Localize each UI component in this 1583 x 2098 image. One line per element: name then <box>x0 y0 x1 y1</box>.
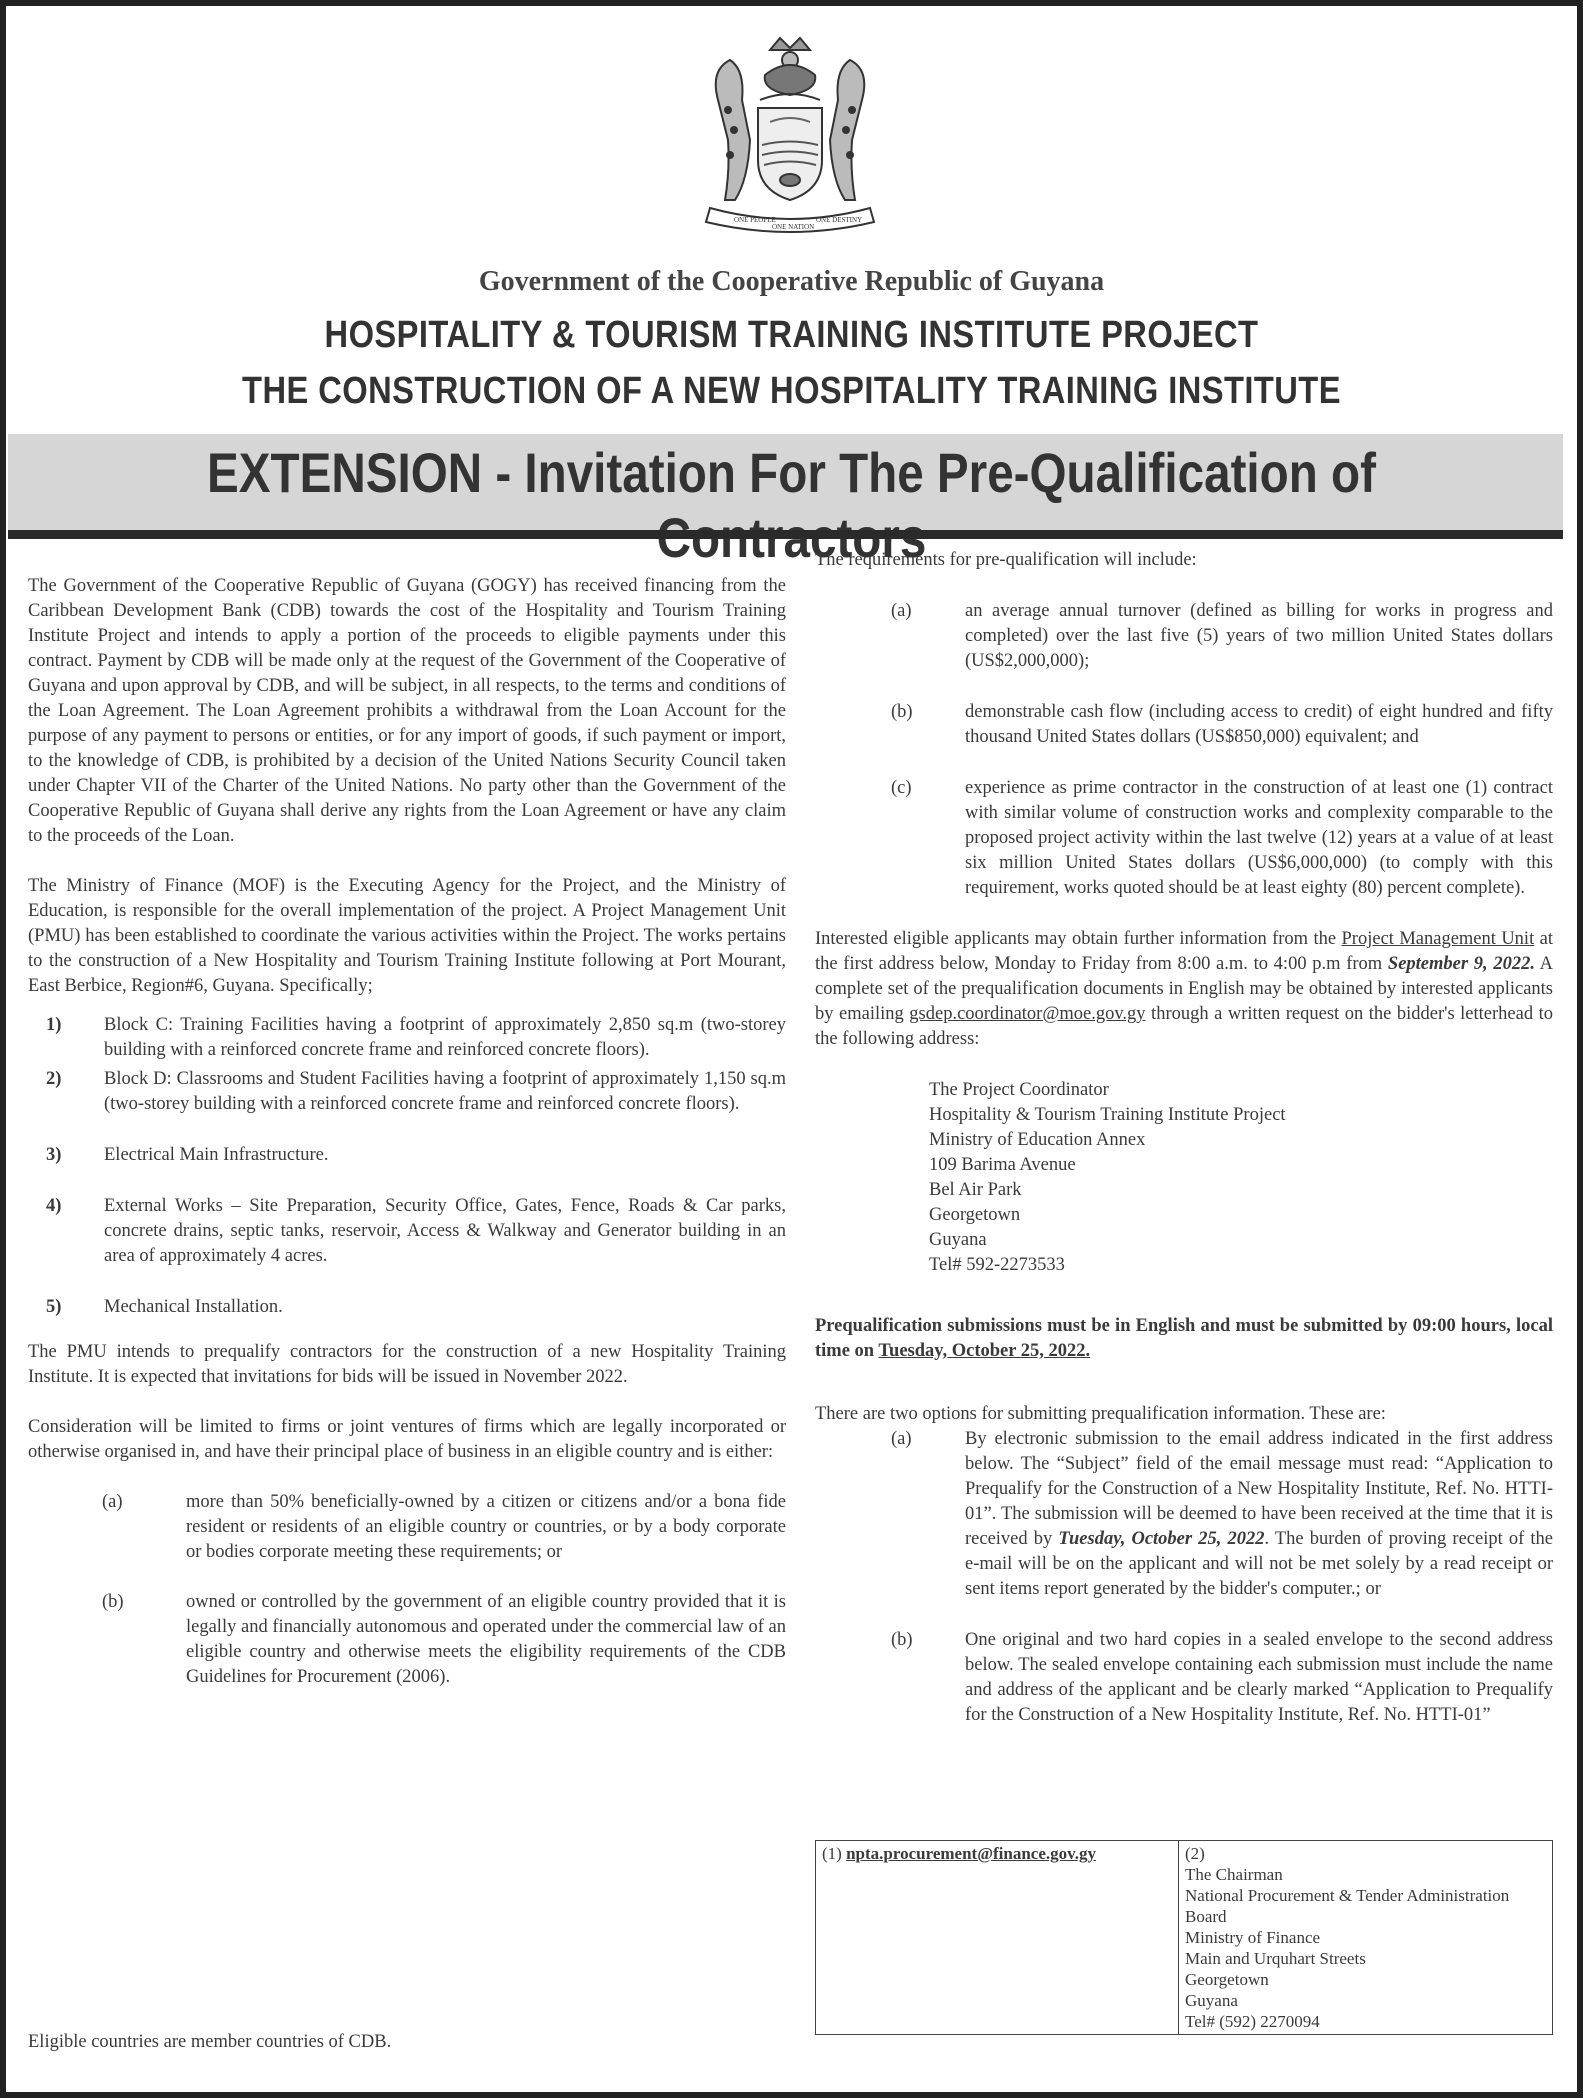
option-date: Tuesday, October 25, 2022 <box>1058 1529 1265 1549</box>
list-text: more than 50% beneficially-owned by a citizen or citizens and/or a bona fide resident or residents of an eligible country or countries, or by a body corporate or bodies corporate meeting these requirements; or <box>186 1492 786 1562</box>
requirements-intro: The requirements for pre-qualification will include: <box>815 550 1197 570</box>
list-item <box>28 1295 786 1320</box>
info-date: September 9, 2022. <box>1387 954 1535 974</box>
options-intro: There are two options for submitting prequalification information. These are: <box>815 1404 1386 1424</box>
pmu-link[interactable]: Project Management Unit <box>1341 929 1535 949</box>
list-item <box>28 1143 786 1168</box>
list-item <box>815 700 1553 750</box>
list-letter: (c) <box>891 778 912 798</box>
project-title: HOSPITALITY & TOURISM TRAINING INSTITUTE PROJECT <box>324 314 1259 356</box>
first-address-cell <box>816 1841 1179 2035</box>
info-text: Interested eligible applicants may obtain further information from the <box>815 929 1342 949</box>
right-column <box>815 548 1553 1728</box>
list-letter: (b) <box>102 1592 124 1612</box>
list-item <box>815 776 1553 901</box>
svg-text:ONE NATION: ONE NATION <box>772 223 815 231</box>
list-item <box>815 1427 1553 1602</box>
list-number: 5) <box>46 1297 62 1317</box>
list-letter: (a) <box>891 601 912 621</box>
address-line: Tel# 592-2273533 <box>929 1255 1065 1275</box>
info-paragraph <box>815 927 1553 1052</box>
procurement-email-link[interactable]: npta.procurement@finance.gov.gy <box>846 1844 1096 1863</box>
list-item <box>28 1013 786 1063</box>
address-line: National Procurement & Tender Administration Board <box>1185 1886 1510 1926</box>
option-text: . The burden of proving receipt of the e-mail will be on the applicant and will not be met solely by a read receipt or sent items report generated by the bidder's computer.; or <box>965 1529 1553 1599</box>
list-text: demonstrable cash flow (including access to credit) of eight hundred and fifty thousand United States dollars (US$850,000) equivalent; and <box>965 702 1553 747</box>
list-item <box>28 1590 786 1690</box>
list-number: 3) <box>46 1145 62 1165</box>
option-text: By electronic submission to the email address indicated in the first address below. The “Subject” field of the email message must read: “Application to Prequalify for the Construction of a New Hospitality Institute, Ref. No. HTTI-01”. The submission will be deemed to have been received at the time that it is received by <box>965 1429 1553 1549</box>
list-text: Electrical Main Infrastructure. <box>104 1145 329 1165</box>
address-line: Georgetown <box>1185 1970 1269 1989</box>
list-text: experience as prime contractor in the construction of at least one (1) contract with similar volume of construction works and complexity comparable to the proposed project activity within the last twelve (12) years at a value of at least six million United States dollars (US$6,000,000) (to comply with this requirement, works quoted should be at least eighty (80) percent complete). <box>965 778 1553 898</box>
address-line: Georgetown <box>929 1205 1021 1225</box>
project-subtitle: THE CONSTRUCTION OF A NEW HOSPITALITY TRAINING INSTITUTE <box>242 370 1341 412</box>
list-item <box>28 1194 786 1269</box>
address-line: 109 Barima Avenue <box>929 1155 1076 1175</box>
submission-addresses-table <box>815 1840 1553 2035</box>
list-number: 2) <box>46 1069 62 1089</box>
info-text: A complete set of the prequalification documents in English may be obtained by interested applicants by emailing <box>815 954 1554 1024</box>
address-line: Guyana <box>929 1230 987 1250</box>
list-item <box>815 1628 1553 1728</box>
list-letter: (a) <box>102 1492 123 1512</box>
address-line: The Project Coordinator <box>929 1080 1109 1100</box>
second-address-cell <box>1179 1841 1553 2035</box>
address-line: Main and Urquhart Streets <box>1185 1949 1366 1968</box>
list-number: 1) <box>46 1015 62 1035</box>
list-number: 4) <box>46 1196 62 1216</box>
list-text <box>965 1427 1553 1602</box>
works-list <box>28 1013 786 1320</box>
list-text: Block D: Classrooms and Student Facilities having a footprint of approximately 1,150 sq.m (two-storey building with a reinforced concrete frame and reinforced concrete floors). <box>104 1069 786 1114</box>
coat-of-arms-seal <box>690 30 890 240</box>
address-line: Ministry of Finance <box>1185 1928 1321 1947</box>
list-text: Block C: Training Facilities having a footprint of approximately 2,850 sq.m (two-storey building with a reinforced concrete frame and reinforced concrete floors). <box>104 1015 786 1060</box>
address-number: (1) <box>822 1844 847 1863</box>
eligible-countries-note: Eligible countries are member countries of CDB. <box>28 2032 392 2052</box>
svg-text:ONE PEOPLE: ONE PEOPLE <box>734 216 776 224</box>
list-item <box>28 1490 786 1565</box>
title-rule <box>8 530 1563 539</box>
coordinator-address <box>929 1078 1553 1278</box>
address-line: Ministry of Education Annex <box>929 1130 1146 1150</box>
list-text: owned or controlled by the government of an eligible country provided that it is legally and financially autonomous and operated under the commercial law of an eligible country and otherwise meets the eligibility requirements of the CDB Guidelines for Procurement (2006). <box>186 1592 786 1687</box>
address-line: Hospitality & Tourism Training Institute Project <box>929 1105 1286 1125</box>
deadline-text: Prequalification submissions must be in English and must be submitted by 09:00 hours, local time on <box>815 1316 1553 1361</box>
table-row <box>816 1841 1553 2035</box>
list-text: an average annual turnover (defined as billing for works in progress and completed) over the last five (5) years of two million United States dollars (US$2,000,000); <box>965 601 1553 671</box>
financing-paragraph: The Government of the Cooperative Republic of Guyana (GOGY) has received financing from the Caribbean Development Bank (CDB) towards the cost of the Hospitality and Tourism Training Institute Project and intends to apply a portion of the proceeds to eligible payments under this contract. Payment by CDB will be made only at the request of the Government of the Cooperative of Guyana and upon approval by CDB, and will be subject, in all respects, to the terms and conditions of the Loan Agreement. The Loan Agreement prohibits a withdrawal from the Loan Account for the purpose of any payment to persons or entities, or for any import of goods, if such payment or import, to the knowledge of CDB, is prohibited by a decision of the United Nations Security Council taken under Chapter VII of the Charter of the United Nations. No party other than the Government of the Cooperative Republic of Guyana shall derive any rights from the Loan Agreement or have any claim to the proceeds of the Loan. <box>28 576 786 846</box>
list-item <box>815 599 1553 674</box>
address-line: Bel Air Park <box>929 1180 1022 1200</box>
list-letter: (b) <box>891 702 913 722</box>
list-item <box>28 1067 786 1117</box>
executing-agency-paragraph: The Ministry of Finance (MOF) is the Executing Agency for the Project, and the Ministry of Education, is responsible for the overall implementation of the project. A Project Management Unit (PMU) has been established to coordinate the various activities within the Project. The works pertains to the construction of a New Hospitality and Tourism Training Institute following at Port Mourant, East Berbice, Region#6, Guyana. Specifically; <box>28 876 786 996</box>
info-text: through a written request on the bidder's letterhead to the following address: <box>815 1004 1554 1049</box>
government-heading: Government of the Cooperative Republic of Guyana <box>478 266 1105 297</box>
deadline-date: Tuesday, October 25, 2022. <box>878 1341 1091 1361</box>
list-text: External Works – Site Preparation, Security Office, Gates, Fence, Roads & Car parks, concrete drains, septic tanks, reservoir, Access & Walkway and Generator building in an area of approximately 4 acres. <box>104 1196 786 1266</box>
info-text: at the first address below, Monday to Friday from 8:00 a.m. to 4:00 p.m from <box>815 929 1553 974</box>
coordinator-email-link[interactable]: gsdep.coordinator@moe.gov.gy <box>909 1004 1146 1024</box>
deadline-paragraph <box>815 1314 1553 1364</box>
address-line: Guyana <box>1185 1991 1238 2010</box>
address-line: (2) <box>1185 1844 1205 1863</box>
svg-text:ONE DESTINY: ONE DESTINY <box>816 216 863 224</box>
list-letter: (b) <box>891 1630 913 1650</box>
address-line: Tel# (592) 2270094 <box>1185 2012 1320 2031</box>
left-column <box>28 574 786 1690</box>
invitation-title: EXTENSION - Invitation For The Pre-Qualification of <box>207 441 1376 504</box>
list-letter: (a) <box>891 1429 912 1449</box>
consideration-paragraph: Consideration will be limited to firms or joint ventures of firms which are legally incorporated or otherwise organised in, and have their principal place of business in an eligible country and is either: <box>28 1417 786 1462</box>
address-line: The Chairman <box>1185 1865 1283 1884</box>
prequalify-paragraph: The PMU intends to prequalify contractors for the construction of a new Hospitality Training Institute. It is expected that invitations for bids will be issued in November 2022. <box>28 1342 786 1387</box>
list-text: Mechanical Installation. <box>104 1297 283 1317</box>
list-text: One original and two hard copies in a sealed envelope to the second address below. The sealed envelope containing each submission must include the name and address of the applicant and be clearly marked “Application to Prequalify for the Construction of a New Hospitality Institute, Ref. No. HTTI-01” <box>965 1630 1553 1725</box>
